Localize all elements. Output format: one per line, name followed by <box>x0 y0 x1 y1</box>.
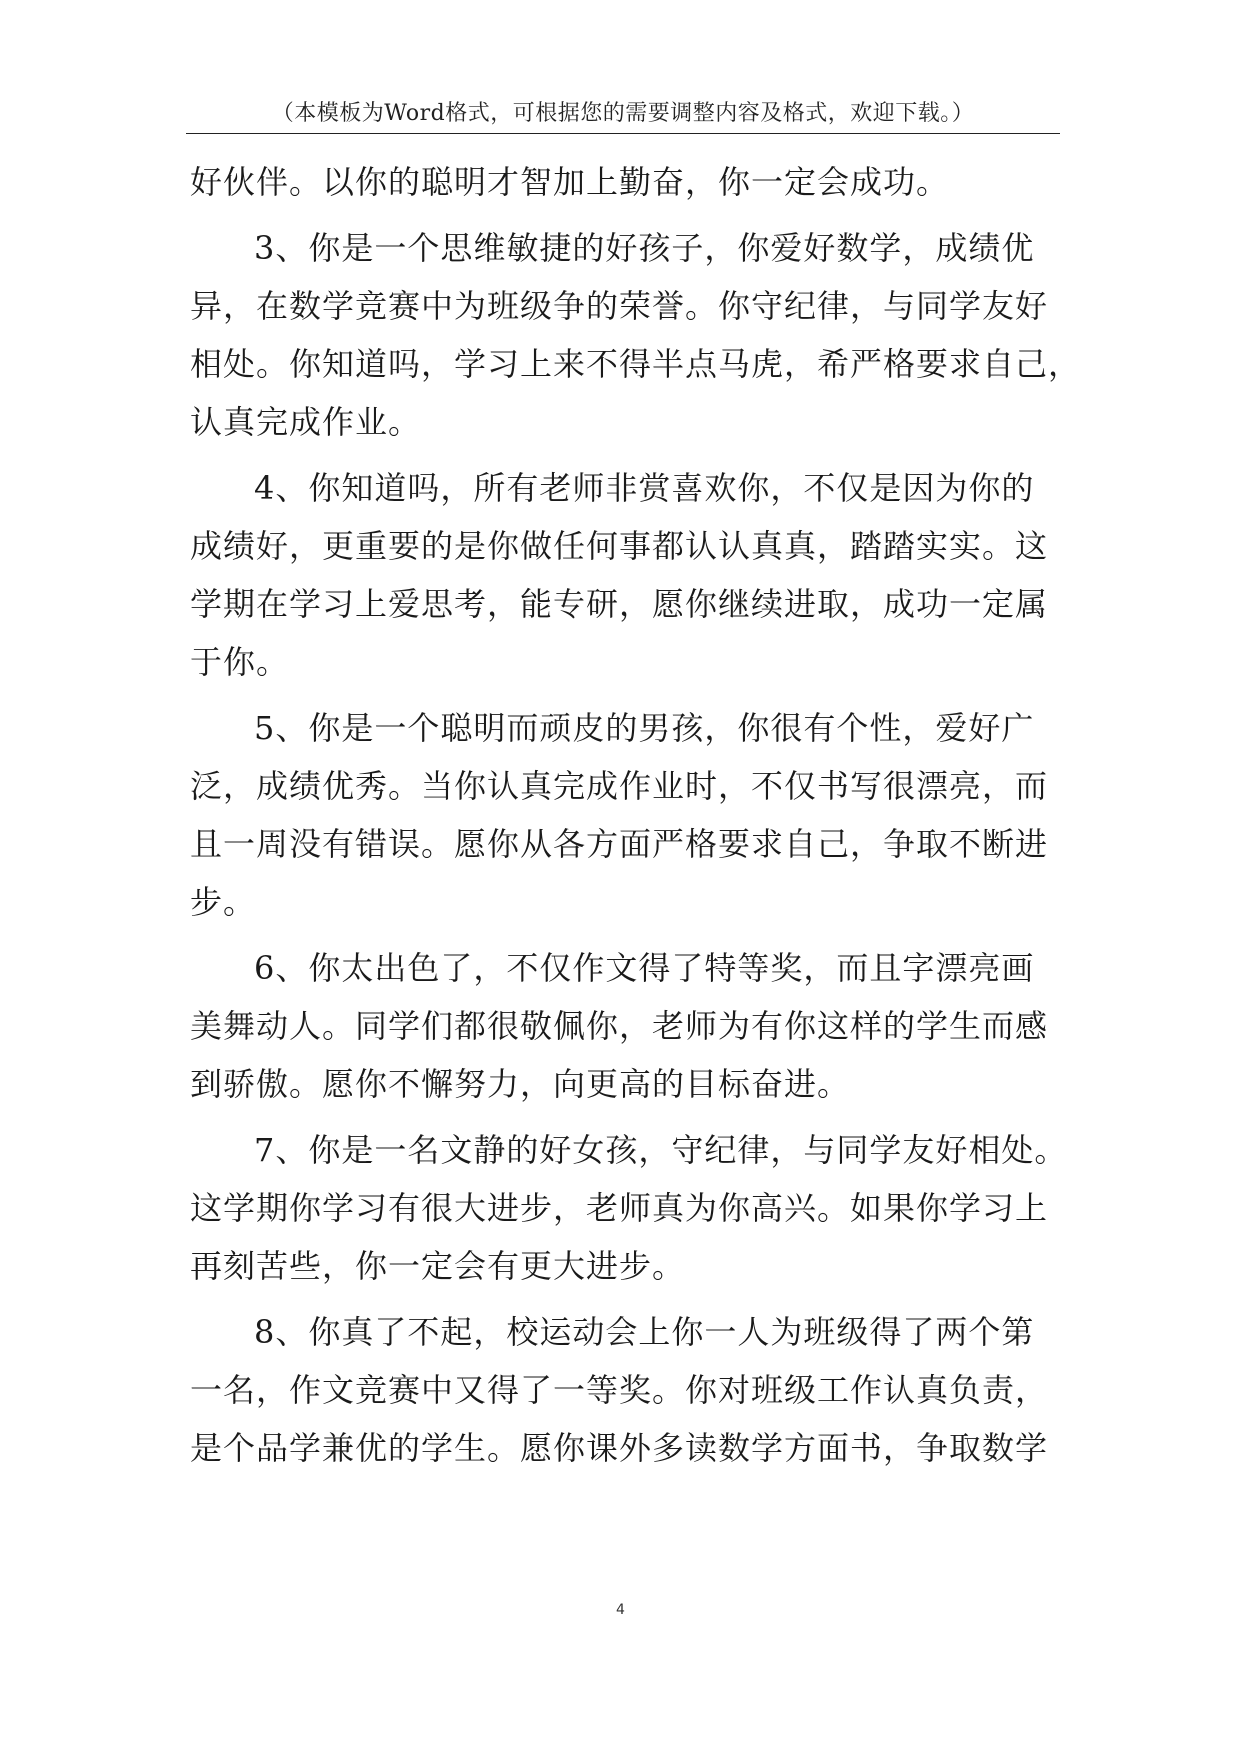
body-line: 7、你是一名文静的好女孩，守纪律，与同学友好相处。 <box>254 1131 1068 1169</box>
header-divider <box>186 133 1060 134</box>
body-line: 这学期你学习有很大进步，老师真为你高兴。如果你学习上 <box>190 1189 1049 1227</box>
body-line: 6、你太出色了，不仅作文得了特等奖，而且字漂亮画 <box>254 949 1035 987</box>
body-line: 3、你是一个思维敏捷的好孩子，你爱好数学，成绩优 <box>254 229 1035 267</box>
body-line: 好伙伴。以你的聪明才智加上勤奋，你一定会成功。 <box>190 163 950 201</box>
body-line: 泛，成绩优秀。当你认真完成作业时，不仅书写很漂亮，而 <box>190 767 1049 805</box>
body-line: 是个品学兼优的学生。愿你课外多读数学方面书，争取数学 <box>190 1429 1049 1467</box>
body-line: 4、你知道吗，所有老师非赏喜欢你，不仅是因为你的 <box>254 469 1035 507</box>
body-line: 学期在学习上爱思考，能专研，愿你继续进取，成功一定属 <box>190 585 1049 623</box>
body-line: 且一周没有错误。愿你从各方面严格要求自己，争取不断进 <box>190 825 1049 863</box>
body-line: 异，在数学竞赛中为班级争的荣誉。你守纪律，与同学友好 <box>190 287 1049 325</box>
body-line: 于你。 <box>190 643 290 681</box>
body-line: 美舞动人。同学们都很敬佩你，老师为有你这样的学生而感 <box>190 1007 1049 1045</box>
body-line: 到骄傲。愿你不懈努力，向更高的目标奋进。 <box>190 1065 851 1103</box>
body-line: 步。 <box>190 883 257 921</box>
body-line: 5、你是一个聪明而顽皮的男孩，你很有个性，爱好广 <box>254 709 1035 747</box>
body-line: 8、你真了不起，校运动会上你一人为班级得了两个第 <box>254 1313 1035 1351</box>
body-line: 再刻苦些，你一定会有更大进步。 <box>190 1247 686 1285</box>
body-line: 相处。你知道吗，学习上来不得半点马虎，希严格要求自己， <box>190 345 1082 383</box>
body-line: 认真完成作业。 <box>190 403 422 441</box>
body-line: 成绩好，更重要的是你做任何事都认认真真，踏踏实实。这 <box>190 527 1049 565</box>
body-line: 一名，作文竞赛中又得了一等奖。你对班级工作认真负责， <box>190 1371 1049 1409</box>
page-number: 4 <box>616 1602 625 1618</box>
template-note-header: （本模板为Word格式，可根据您的需要调整内容及格式，欢迎下载。） <box>271 101 975 126</box>
